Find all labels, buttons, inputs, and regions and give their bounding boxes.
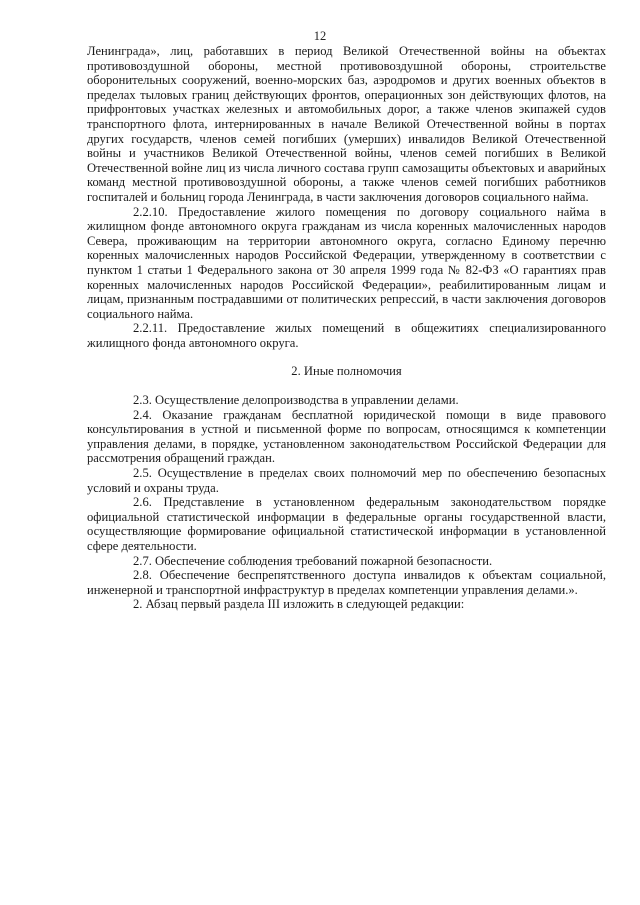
page-number: 12: [313, 29, 327, 43]
spacer: [87, 379, 606, 393]
document-body: [87, 44, 606, 612]
paragraph-2-2-10: 2.2.10. Предоставление жилого помещения по договору социального найма в жилищном фонде автономного округа гражданам из числа коренных малочисленных народов Севера, проживающим на территории автономного округа, согласно Единому перечню коренных малочисленных народов Российской Федерации, утвержденному в соответствии с пунктом 1 статьи 1 Федерального закона от 30 апреля 1999 года № 82-ФЗ «О гарантиях прав коренных малочисленных народов Российской Федерации», реабилитированным лицам и лицам, признанным пострадавшими от политических репрессий, в части заключения договоров социального найма.: [87, 204, 606, 321]
paragraph-2-7: 2.7. Обеспечение соблюдения требований пожарной безопасности.: [133, 553, 493, 568]
paragraph-2-2-11: 2.2.11. Предоставление жилых помещений в общежитиях специализированного жилищного фонда автономного округа.: [87, 321, 606, 350]
section-heading: 2. Иные полномочия: [291, 364, 402, 379]
spacer: [87, 350, 606, 364]
paragraph-amendment: 2. Абзац первый раздела III изложить в следующей редакции:: [133, 597, 465, 612]
paragraph-continued: Ленинграда», лиц, работавших в период Великой Отечественной войны на объектах противовоздушной обороны, местной противовоздушной обороны, строительстве оборонительных сооружений, военно-морских баз, аэродромов и других военных объектов в пределах тыловых границ действующих фронтов, операционных зон действующих флотов, на прифронтовых участках железных и автомобильных дорог, а также членов экипажей судов транспортного флота, интернированных в начале Великой Отечественной войны в портах других государств, членов семей погибших (умерших) инвалидов Великой Отечественной войны и участников Великой Отечественной войны, членов семей погибших в Великой Отечественной войне лиц из числа личного состава групп самозащиты объектовых и аварийных команд местной противовоздушной обороны, а также членов семей погибших работников госпиталей и больниц города Ленинграда, в части заключения договоров социального найма.: [87, 44, 606, 204]
paragraph-2-5: 2.5. Осуществление в пределах своих полномочий мер по обеспечению безопасных условий и охраны труда.: [87, 466, 606, 495]
paragraph-2-6: 2.6. Представление в установленном федеральным законодательством порядке официальной статистической информации в федеральные органы государственной власти, осуществляющие формирование официальной статистической информации в установленной сфере деятельности.: [87, 495, 606, 553]
paragraph-2-3: 2.3. Осуществление делопроизводства в управлении делами.: [133, 393, 459, 408]
paragraph-2-8: 2.8. Обеспечение беспрепятственного доступа инвалидов к объектам социальной, инженерной и транспортной инфраструктур в пределах компетенции управления делами.».: [87, 568, 606, 597]
paragraph-2-4: 2.4. Оказание гражданам бесплатной юридической помощи в виде правового консультирования в устной и письменной форме по вопросам, относящимся к компетенции управления делами, в порядке, установленном законодательством Российской Федерации для рассмотрения обращений граждан.: [87, 407, 606, 466]
